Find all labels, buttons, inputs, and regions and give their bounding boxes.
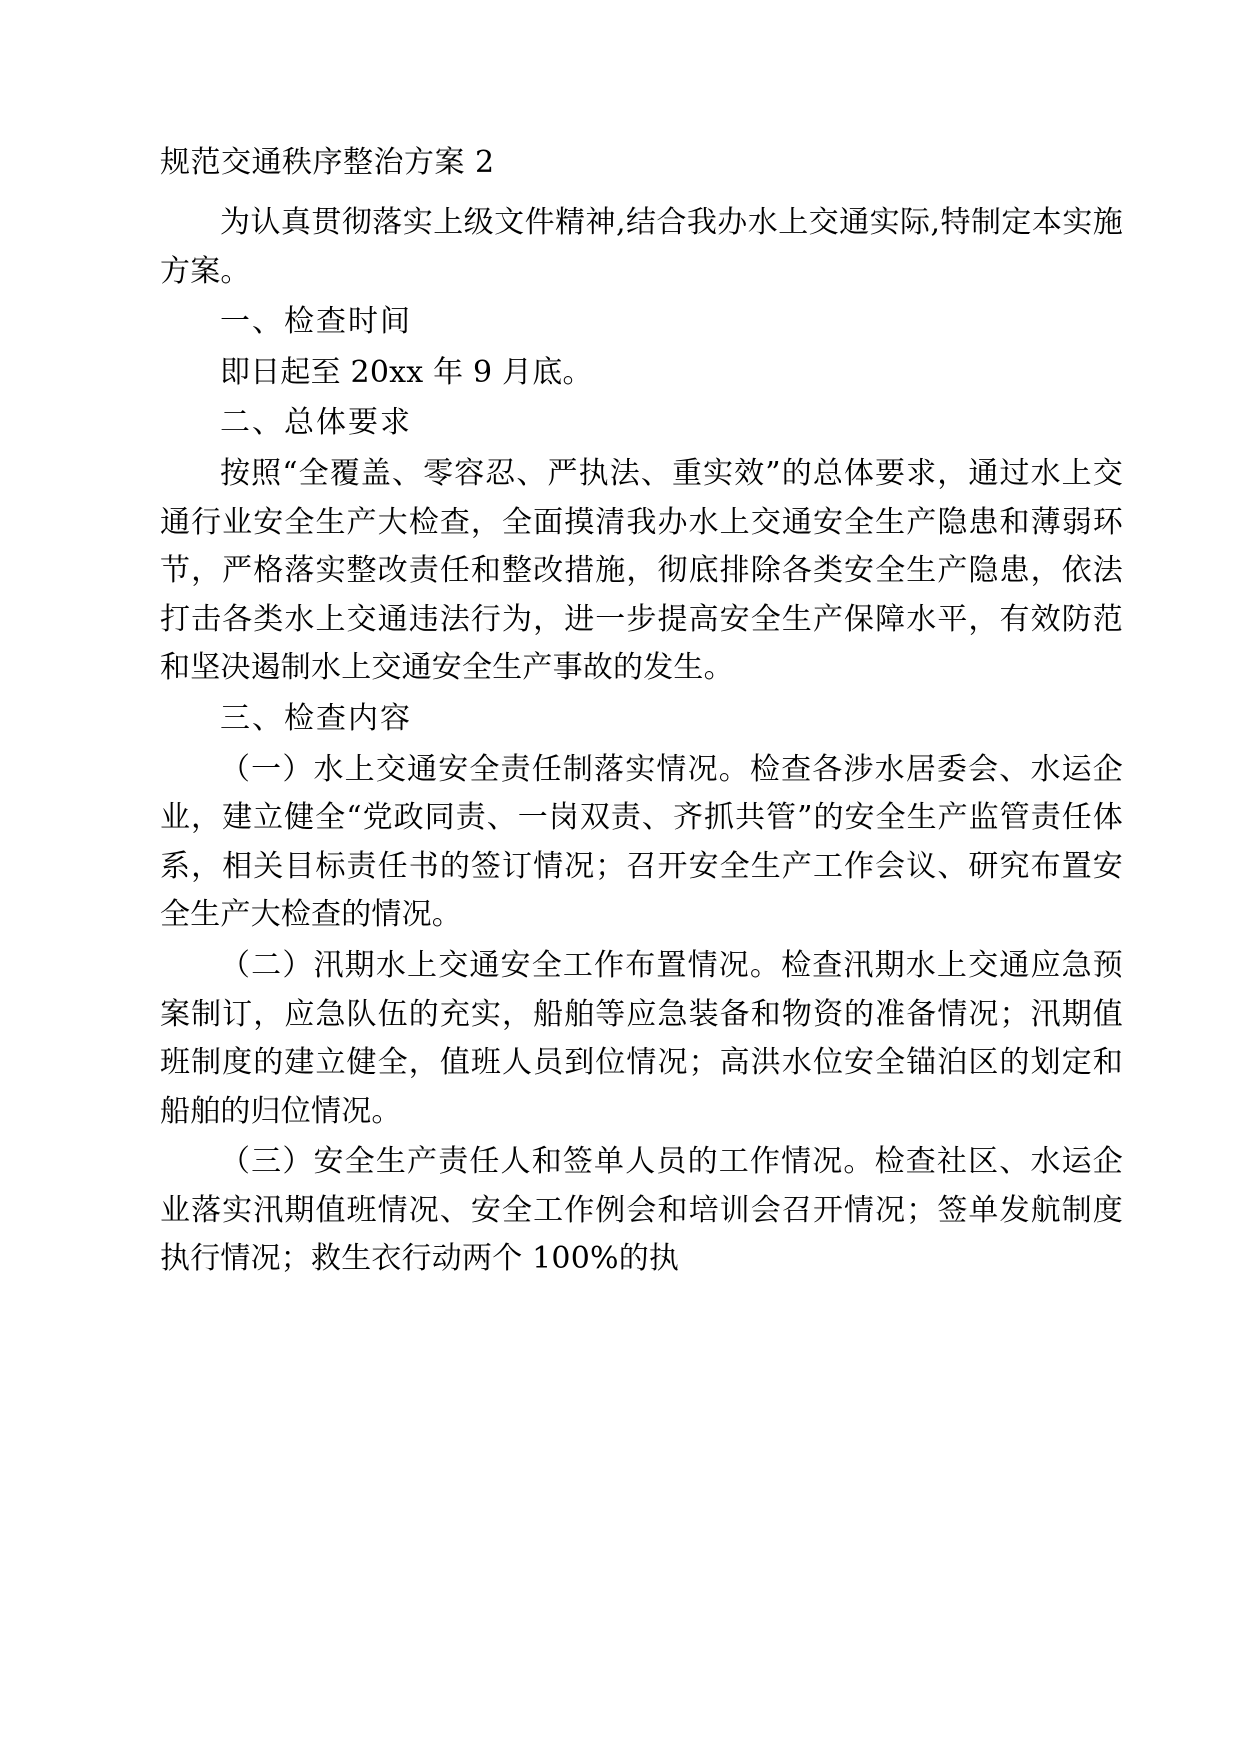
section-heading-2: 二、总体要求 — [220, 405, 412, 441]
section-3-item-1: （一）水上交通安全责任制落实情况。检查各涉水居委会、水运企业，建立健全“党政同责、一岗双责、齐抓共管”的安全生产监管责任体系，相关目标责任书的签订情况；召开安全生产工作会议、研究布置安全生产大检查的情况。 — [160, 751, 1123, 933]
section-heading-1: 一、检查时间 — [220, 304, 412, 340]
section-heading-3: 三、检查内容 — [220, 700, 412, 736]
section-body-2: 按照“全覆盖、零容忍、严执法、重实效”的总体要求，通过水上交通行业安全生产大检查，全面摸清我办水上交通安全生产隐患和薄弱环节，严格落实整改责任和整改措施，彻底排除各类安全生产隐患，依法打击各类水上交通违法行为，进一步提高安全生产保障水平，有效防范和坚决遏制水上交通安全生产事故的发生。 — [160, 455, 1123, 686]
section-body-1: 即日起至 20xx 年 9 月底。 — [220, 354, 593, 390]
page-title: 规范交通秩序整治方案 2 — [160, 145, 495, 180]
section-3-item-3: （三）安全生产责任人和签单人员的工作情况。检查社区、水运企业落实汛期值班情况、安全工作例会和培训会召开情况；签单发航制度执行情况；救生衣行动两个 100%的执 — [160, 1144, 1123, 1277]
paragraph-intro: 为认真贯彻落实上级文件精神,结合我办水上交通实际,特制定本实施方案。 — [160, 205, 1123, 289]
section-3-item-2: （二）汛期水上交通安全工作布置情况。检查汛期水上交通应急预案制订，应急队伍的充实，船舶等应急装备和物资的准备情况；汛期值班制度的建立健全，值班人员到位情况；高洪水位安全锚泊区的划定和船舶的归位情况。 — [160, 947, 1123, 1129]
